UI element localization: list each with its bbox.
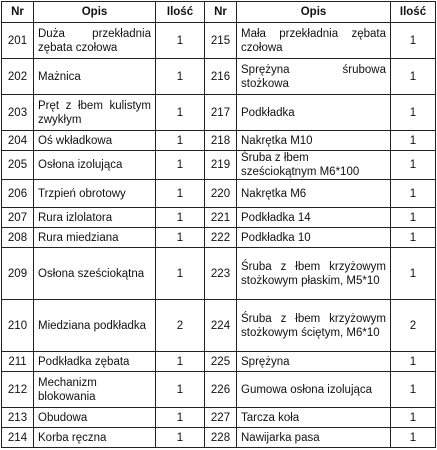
part-description-cell: Mechanizm blokowania [34,372,156,408]
part-number-cell: 209 [2,248,34,300]
part-description-cell: Rura miedziana [34,228,156,248]
part-number-cell: 216 [205,59,237,95]
part-quantity-cell: 1 [156,151,205,180]
part-number-cell: 207 [2,208,34,228]
part-description-cell: Korba ręczna [34,428,156,448]
part-quantity-cell: 1 [156,23,205,59]
part-number-cell: 210 [2,300,34,352]
part-quantity-cell: 1 [156,180,205,208]
part-quantity-cell: 1 [391,352,436,372]
parts-table [1,1,436,448]
part-number-cell: 214 [2,428,34,448]
part-quantity-cell: 1 [391,428,436,448]
table-row [2,428,436,448]
part-quantity-cell: 1 [156,208,205,228]
table-row [2,151,436,180]
part-quantity-cell: 1 [156,95,205,131]
header-nr-right: Nr [205,2,237,23]
table-row [2,408,436,428]
table-row [2,352,436,372]
part-description-cell: Duża przekładnia zębata czołowa [34,23,156,59]
table-row [2,23,436,59]
part-number-cell: 218 [205,131,237,151]
part-description-cell: Mała przekładnia zębata czołowa [237,23,391,59]
part-number-cell: 213 [2,408,34,428]
part-number-cell: 201 [2,23,34,59]
part-quantity-cell: 1 [156,228,205,248]
table-row [2,300,436,352]
part-number-cell: 227 [205,408,237,428]
part-number-cell: 205 [2,151,34,180]
part-number-cell: 224 [205,300,237,352]
part-description-cell: Nakrętka M6 [237,180,391,208]
part-description-cell: Tarcza koła [237,408,391,428]
part-quantity-cell: 1 [156,59,205,95]
part-number-cell: 226 [205,372,237,408]
part-quantity-cell: 1 [391,95,436,131]
part-quantity-cell: 1 [391,23,436,59]
part-quantity-cell: 1 [156,428,205,448]
part-quantity-cell: 2 [156,300,205,352]
part-number-cell: 206 [2,180,34,208]
part-number-cell: 228 [205,428,237,448]
part-description-cell: Sprężyna [237,352,391,372]
part-number-cell: 211 [2,352,34,372]
part-quantity-cell: 1 [391,59,436,95]
part-quantity-cell: 1 [156,248,205,300]
part-quantity-cell: 1 [156,131,205,151]
part-description-cell: Podkładka 10 [237,228,391,248]
table-row [2,131,436,151]
part-description-cell: Podkładka 14 [237,208,391,228]
table-row [2,59,436,95]
part-description-cell: Nawijarka pasa [237,428,391,448]
part-description-cell: Sprężyna śrubowa stożkowa [237,59,391,95]
part-description-cell: Rura izlolatora [34,208,156,228]
header-row [2,2,436,23]
table-row [2,208,436,228]
part-description-cell: Osłona izolująca [34,151,156,180]
header-nr-left: Nr [2,2,34,23]
part-quantity-cell: 1 [391,228,436,248]
part-quantity-cell: 1 [391,372,436,408]
part-number-cell: 223 [205,248,237,300]
part-number-cell: 204 [2,131,34,151]
part-description-cell: Trzpień obrotowy [34,180,156,208]
part-description-cell: Pręt z łbem kulistym zwykłym [34,95,156,131]
part-number-cell: 215 [205,23,237,59]
part-description-cell: Mażnica [34,59,156,95]
part-description-cell: Nakrętka M10 [237,131,391,151]
part-quantity-cell: 1 [391,180,436,208]
parts-table-body [2,23,436,448]
table-row [2,228,436,248]
part-description-cell: Podkładka [237,95,391,131]
part-quantity-cell: 1 [156,372,205,408]
table-row [2,248,436,300]
part-description-cell: Gumowa osłona izolująca [237,372,391,408]
part-description-cell: Podkładka zębata [34,352,156,372]
part-number-cell: 217 [205,95,237,131]
part-description-cell: Osłona sześciokątna [34,248,156,300]
part-quantity-cell: 2 [391,300,436,352]
part-number-cell: 202 [2,59,34,95]
part-description-cell: Śruba z łbem krzyżowym stożkowym ściętym, M6*10 [237,300,391,352]
part-quantity-cell: 1 [391,408,436,428]
part-quantity-cell: 1 [391,208,436,228]
part-quantity-cell: 1 [156,408,205,428]
header-ilosc-left: Ilość [156,2,205,23]
table-row [2,180,436,208]
part-quantity-cell: 1 [156,352,205,372]
part-number-cell: 208 [2,228,34,248]
header-ilosc-right: Ilość [391,2,436,23]
part-description-cell: Miedziana podkładka [34,300,156,352]
table-row [2,95,436,131]
part-number-cell: 220 [205,180,237,208]
part-number-cell: 212 [2,372,34,408]
part-description-cell: Oś wkładkowa [34,131,156,151]
part-number-cell: 221 [205,208,237,228]
part-number-cell: 203 [2,95,34,131]
part-description-cell: Obudowa [34,408,156,428]
header-opis-left: Opis [34,2,156,23]
table-row [2,372,436,408]
part-quantity-cell: 1 [391,131,436,151]
part-number-cell: 219 [205,151,237,180]
part-quantity-cell: 1 [391,248,436,300]
part-number-cell: 222 [205,228,237,248]
header-opis-right: Opis [237,2,391,23]
part-description-cell: Śruba z łbem sześciokątnym M6*100 [237,151,391,180]
part-quantity-cell: 1 [391,151,436,180]
part-description-cell: Śruba z łbem krzyżowym stożkowym płaskim, M5*10 [237,248,391,300]
part-number-cell: 225 [205,352,237,372]
